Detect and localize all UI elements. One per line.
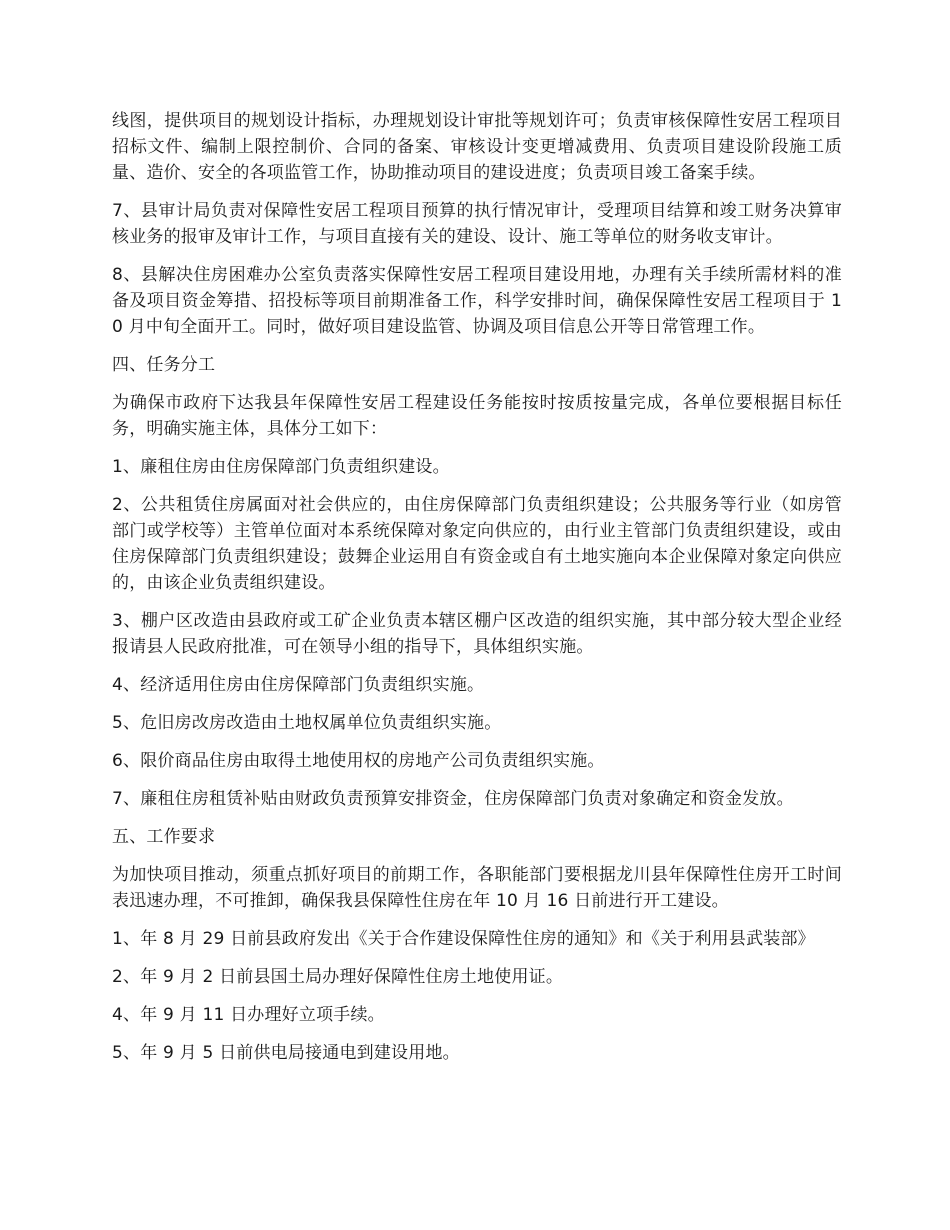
paragraph-section-4-intro: 为确保市政府下达我县年保障性安居工程建设任务能按时按质按量完成，各单位要根据目标任务，明确实施主体，具体分工如下：	[112, 393, 842, 439]
paragraph-section-5-intro: 为加快项目推动，须重点抓好项目的前期工作，各职能部门要根据龙川县年保障性住房开工时间表迅速办理，不可推卸，确保我县保障性住房在年 10 月 16 日前进行开工建设。	[112, 865, 842, 911]
paragraph-requirement-4: 4、年 9 月 11 日办理好立项手续。	[112, 1005, 385, 1025]
paragraph-continuation: 线图，提供项目的规划设计指标，办理规划设计审批等规划许可；负责审核保障性安居工程项目招标文件、编制上限控制价、合同的备案、审核设计变更增减费用、负责项目建设阶段施工质量、造价、安全的各项监管工作，协助推动项目的建设进度；负责项目竣工备案手续。	[112, 111, 842, 183]
paragraph-task-2: 2、公共租赁住房属面对社会供应的，由住房保障部门负责组织建设；公共服务等行业（如房管部门或学校等）主管单位面对本系统保障对象定向供应的，由行业主管部门负责组织建设，或由住房保障部门负责组织建设；鼓舞企业运用自有资金或自有土地实施向本企业保障对象定向供应的，由该企业负责组织建设。	[112, 495, 842, 593]
paragraph-task-3: 3、棚户区改造由县政府或工矿企业负责本辖区棚户区改造的组织实施，其中部分较大型企业经报请县人民政府批准，可在领导小组的指导下，具体组织实施。	[112, 611, 842, 657]
paragraph-requirement-1: 1、年 8 月 29 日前县政府发出《关于合作建设保障性住房的通知》和《关于利用县武装部》	[112, 929, 815, 949]
document-body	[112, 108, 842, 1078]
paragraph-task-5: 5、危旧房改房改造由土地权属单位负责组织实施。	[112, 713, 502, 733]
section-heading-4: 四、任务分工	[112, 355, 216, 375]
section-heading-5: 五、工作要求	[112, 827, 216, 847]
paragraph-requirement-5: 5、年 9 月 5 日前供电局接通电到建设用地。	[112, 1043, 460, 1063]
paragraph-task-4: 4、经济适用住房由住房保障部门负责组织实施。	[112, 675, 485, 695]
paragraph-task-1: 1、廉租住房由住房保障部门负责组织建设。	[112, 457, 450, 477]
paragraph-task-7: 7、廉租住房租赁补贴由财政负责预算安排资金，住房保障部门负责对象确定和资金发放。	[112, 789, 794, 809]
paragraph-item-7-audit: 7、县审计局负责对保障性安居工程项目预算的执行情况审计，受理项目结算和竣工财务决算审核业务的报审及审计工作，与项目直接有关的建设、设计、施工等单位的财务收支审计。	[112, 201, 842, 247]
paragraph-requirement-2: 2、年 9 月 2 日前县国土局办理好保障性住房土地使用证。	[112, 967, 564, 987]
paragraph-task-6: 6、限价商品住房由取得土地使用权的房地产公司负责组织实施。	[112, 751, 605, 771]
paragraph-item-8-housing-office: 8、县解决住房困难办公室负责落实保障性安居工程项目建设用地，办理有关手续所需材料的准备及项目资金筹措、招投标等项目前期准备工作，科学安排时间，确保保障性安居工程项目于 10 月中旬全面开工。同时，做好项目建设监管、协调及项目信息公开等日常管理工作。	[112, 265, 842, 337]
